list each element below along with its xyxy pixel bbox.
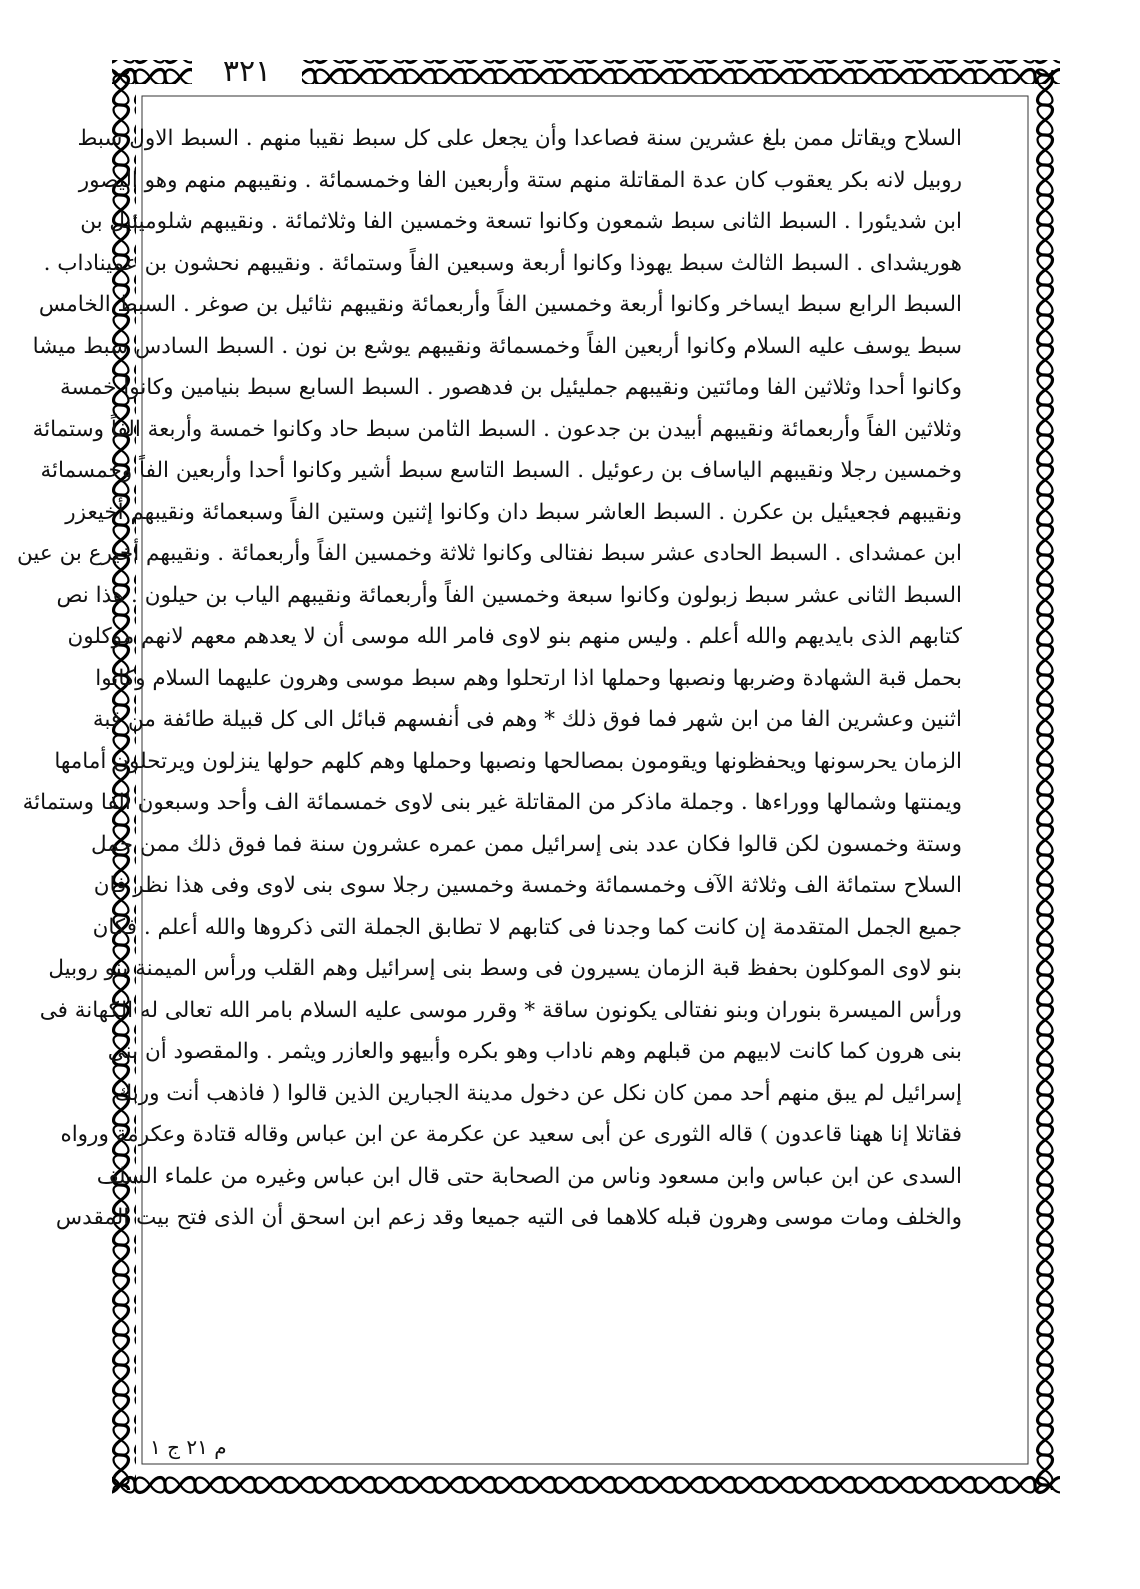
signature-mark: م ٢١ ج ١ <box>150 1435 227 1459</box>
text-line: ونقيبهم فجعيئيل بن عكرن . السبط العاشر سبط دان وكانوا إثنين وستين الفاً وسبعمائة ونقيبهم أخيعزر <box>65 499 962 525</box>
text-line: ورأس الميسرة بنوران وبنو نفتالى يكونون ساقة * وقرر موسى عليه السلام بامر الله تعالى له الكهانة فى <box>39 997 962 1023</box>
text-line: بنى هرون كما كانت لابيهم من قبلهم وهم ناداب وهو بكره وأبيهو والعازر ويثمر . والمقصود أن بنى <box>107 1039 962 1064</box>
text-line: بنو لاوى الموكلون بحفظ قبة الزمان يسيرون فى وسط بنى إسرائيل وهم القلب ورأس الميمنة بنو روبيل <box>48 956 962 981</box>
text-line: وستة وخمسون لكن قالوا فكان عدد بنى إسرائيل ممن عمره عشرون سنة فما فوق ذلك ممن حمل <box>91 831 962 857</box>
text-line: الزمان يحرسونها ويحفظونها ويقومون بمصالحها ونصبها وحملها وهم كلهم حولها ينزلون ويرتحلون أمامها <box>54 748 962 774</box>
text-line: ابن شديئورا . السبط الثانى سبط شمعون وكانوا تسعة وخمسين الفا وثلاثمائة . ونقيبهم شلوميئيل بن <box>80 209 962 234</box>
text-line: جميع الجمل المتقدمة إن كانت كما وجدنا فى كتابهم لا تطابق الجملة التى ذكروها والله أعلم . فكان <box>92 914 962 940</box>
text-line: والخلف ومات موسى وهرون قبله كلاهما فى التيه جميعا وقد زعم ابن اسحق أن الذى فتح بيت المقدس <box>55 1205 962 1230</box>
text-line: بحمل قبة الشهادة وضربها ونصبها وحملها اذا ارتحلوا وهم سبط موسى وهرون عليهما السلام وكانوا <box>95 665 962 691</box>
text-body <box>17 118 962 1239</box>
text-line: وخمسين رجلا ونقيبهم الياساف بن رعوئيل . السبط التاسع سبط أشير وكانوا أحدا وأربعين الفاً وخمسمائة <box>40 458 962 483</box>
text-line: السبط الثانى عشر سبط زبولون وكانوا سبعة وخمسين الفاً وأربعمائة ونقيبهم الياب بن حيلون . هذا نص <box>56 582 962 608</box>
text-line: وثلاثين الفاً وأربعمائة ونقيبهم أبيدن بن جدعون . السبط الثامن سبط حاد وكانوا خمسة وأربعة الفاً وستمائة <box>32 416 962 442</box>
text-line: اثنين وعشرين الفا من ابن شهر فما فوق ذلك * وهم فى أنفسهم قبائل الى كل قبيلة طائفة من قبة <box>92 707 962 732</box>
text-line: إسرائيل لم يبق منهم أحد ممن كان نكل عن دخول مدينة الجبارين الذين قالوا ( فاذهب أنت وربك <box>114 1080 962 1106</box>
text-line: روبيل لانه بكر يعقوب كان عدة المقاتلة منهم ستة وأربعين الفا وخمسمائة . ونقيبهم منهم وهو اليصور <box>78 167 962 193</box>
text-line: كتابهم الذى بايديهم والله أعلم . وليس منهم بنو لاوى فامر الله موسى أن لا يعدهم معهم لانهم موكلون <box>67 624 962 649</box>
page-number: ٣٢١ <box>192 52 302 92</box>
text-line: هوريشداى . السبط الثالث سبط يهوذا وكانوا أربعة وسبعين الفاً وستمائة . ونقيبهم نحشون بن عميناداب . <box>43 250 962 276</box>
text-line: فقاتلا إنا ههنا قاعدون ) قاله الثورى عن أبى سعيد عن عكرمة عن ابن عباس وقاله قتادة وعكرمة ورواه <box>60 1122 962 1147</box>
text-line: السلاح ويقاتل ممن بلغ عشرين سنة فصاعدا وأن يجعل على كل سبط نقيبا منهم . السبط الاول سبط <box>77 126 962 151</box>
text-line: وكانوا أحدا وثلاثين الفا ومائتين ونقيبهم جمليئيل بن فدهصور . السبط السابع سبط بنيامين وكانوا خمسة <box>59 375 962 400</box>
text-line: ابن عمشداى . السبط الحادى عشر سبط نفتالى وكانوا ثلاثة وخمسين الفاً وأربعمائة . ونقيبهم أخيرع بن عين <box>17 541 962 566</box>
text-line: السبط الرابع سبط ايساخر وكانوا أربعة وخمسين الفاً وأربعمائة ونقيبهم نثائيل بن صوغر . السبط الخامس <box>38 292 962 317</box>
text-line: سبط يوسف عليه السلام وكانوا أربعين الفاً وخمسمائة ونقيبهم يوشع بن نون . السبط السادس سبط ميشا <box>32 333 962 359</box>
text-line: السدى عن ابن عباس وابن مسعود وناس من الصحابة حتى قال ابن عباس وغيره من علماء السلف <box>96 1163 962 1189</box>
text-line: السلاح ستمائة الف وثلاثة الآف وخمسمائة وخمسة وخمسين رجلا سوى بنى لاوى وفى هذا نظر فان <box>93 873 962 898</box>
text-line: ويمنتها وشمالها ووراءها . وجملة ماذكر من المقاتلة غير بنى لاوى خمسمائة الف وأحد وسبعون الفا وستمائة <box>22 790 962 815</box>
